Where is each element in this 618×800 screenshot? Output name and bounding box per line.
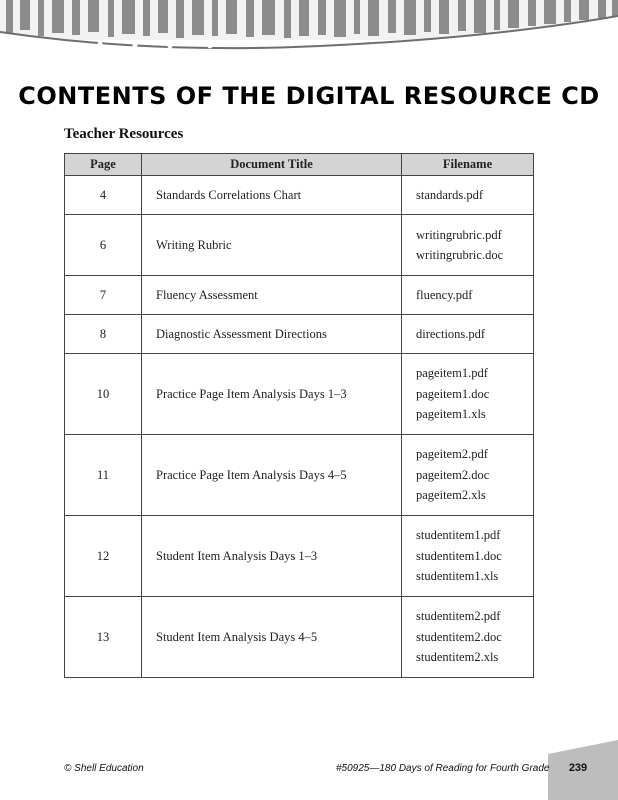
cell-document-title: Practice Page Item Analysis Days 4–5: [142, 435, 402, 516]
cell-filenames: [402, 516, 534, 597]
cell-page: 10: [65, 354, 142, 435]
cell-filenames: [402, 315, 534, 354]
cell-page: 6: [65, 215, 142, 276]
table-row: [65, 215, 534, 276]
table-row: [65, 176, 534, 215]
cell-document-title: Writing Rubric: [142, 215, 402, 276]
filename: pageitem2.xls: [416, 488, 486, 503]
table-row: [65, 597, 534, 678]
cell-filenames: [402, 597, 534, 678]
cell-filenames: [402, 435, 534, 516]
table-row: [65, 354, 534, 435]
table-row: [65, 516, 534, 597]
table-header-row: [65, 154, 534, 176]
page-title: CONTENTS OF THE DIGITAL RESOURCE CD: [18, 82, 600, 110]
filename: standards.pdf: [416, 187, 483, 202]
footer-book-title: #50925—180 Days of Reading for Fourth Grade: [336, 763, 550, 774]
cell-document-title: Standards Correlations Chart: [142, 176, 402, 215]
filename: pageitem1.doc: [416, 386, 490, 401]
cell-document-title: Fluency Assessment: [142, 276, 402, 315]
footer-publisher: © Shell Education: [64, 763, 144, 774]
header-filename: Filename: [402, 154, 534, 176]
table-row: [65, 276, 534, 315]
cell-document-title: Diagnostic Assessment Directions: [142, 315, 402, 354]
cell-page: 13: [65, 597, 142, 678]
filename: studentitem2.xls: [416, 650, 499, 665]
filename: writingrubric.pdf: [416, 227, 502, 242]
cell-page: 8: [65, 315, 142, 354]
filename: fluency.pdf: [416, 287, 473, 302]
filename: studentitem1.pdf: [416, 528, 501, 543]
cell-filenames: [402, 276, 534, 315]
cell-page: 4: [65, 176, 142, 215]
resources-table: [64, 153, 534, 678]
filename: pageitem2.pdf: [416, 447, 488, 462]
cell-page: 11: [65, 435, 142, 516]
cell-document-title: Student Item Analysis Days 1–3: [142, 516, 402, 597]
filename: studentitem1.xls: [416, 569, 499, 584]
cell-filenames: [402, 215, 534, 276]
cell-document-title: Student Item Analysis Days 4–5: [142, 597, 402, 678]
decorative-top-banner: [0, 0, 618, 52]
cell-page: 12: [65, 516, 142, 597]
header-page: Page: [65, 154, 142, 176]
filename: studentitem2.doc: [416, 629, 502, 644]
filename: studentitem1.doc: [416, 548, 502, 563]
filename: writingrubric.doc: [416, 248, 504, 262]
cell-document-title: Practice Page Item Analysis Days 1–3: [142, 354, 402, 435]
cell-page: 7: [65, 276, 142, 315]
filename: directions.pdf: [416, 326, 486, 341]
filename: pageitem1.pdf: [416, 366, 488, 381]
section-heading: Teacher Resources: [64, 126, 184, 142]
table-row: [65, 315, 534, 354]
table-row: [65, 435, 534, 516]
filename: pageitem2.doc: [416, 467, 490, 482]
header-document-title: Document Title: [142, 154, 402, 176]
cell-filenames: [402, 354, 534, 435]
page-number: 239: [568, 762, 588, 774]
cell-filenames: [402, 176, 534, 215]
filename: studentitem2.pdf: [416, 609, 501, 624]
filename: pageitem1.xls: [416, 407, 486, 422]
